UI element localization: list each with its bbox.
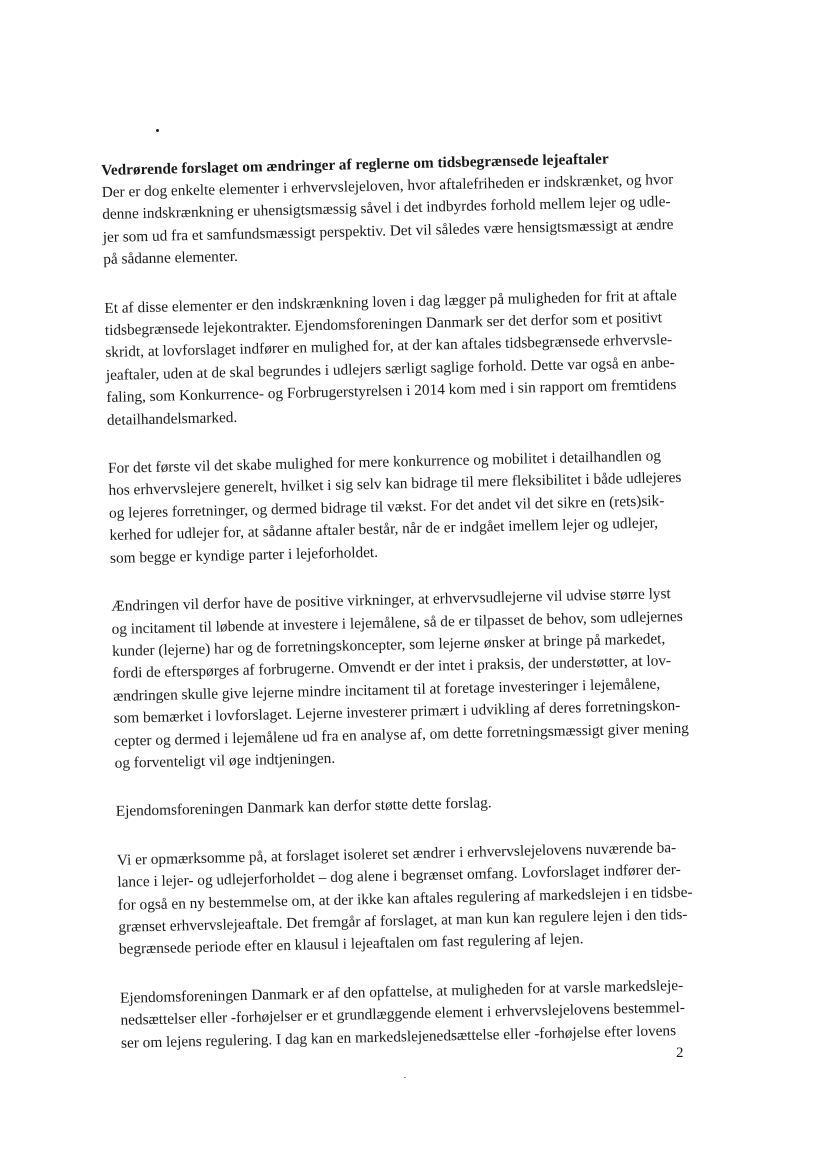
text-line: Ejendomsforeningen Danmark kan derfor støtte dette forslag.	[115, 794, 492, 821]
text-line: kerhed for udlejer for, at sådanne aftaler består, når de er indgået imellem lejer og udlejer,	[109, 514, 659, 545]
document-body	[101, 146, 742, 1081]
text-line: denne indskrænkning er uhensigtsmæssig såvel i det indbyrdes forhold mellem lejer og udle-	[102, 193, 671, 224]
text-line: ændringen skulle give lejerne mindre incitament til at foretage investeringer i lejemålene,	[112, 675, 661, 705]
text-line: skridt, at lovforslaget indfører en mulighed for, at der kan aftales tidsbegrænsede erhvervsle-	[105, 331, 673, 362]
text-line: lance i lejer- og udlejerforholdet – dog alene i begrænset omfang. Lovforslaget indfører der-	[117, 861, 681, 891]
section-heading: Vedrørende forslaget om ændringer af reglerne om tidsbegrænsede lejeaftaler	[101, 150, 609, 179]
text-line: som begge er kyndige parter i lejeforholdet.	[109, 543, 379, 567]
text-line: detailhandelsmarked.	[106, 408, 238, 429]
text-line: tidsbegrænsede lejekontrakter. Ejendomsforeningen Danmark ser det derfor som et positivt	[104, 309, 663, 339]
text-line: Ejendomsforeningen Danmark er af den opfattelse, at muligheden for at varsle markedsleje-	[119, 976, 684, 1007]
scan-speck	[156, 129, 159, 132]
text-line: og forventeligt vil øge indtjeningen.	[114, 749, 336, 772]
text-line: ser om lejens regulering. I dag kan en markedslejenedsættelse eller -forhøjelse efter lovens	[120, 1021, 677, 1052]
text-line: og incitament til løbende at investere i lejemålene, så de er tilpasset de behov, som udlejernes	[111, 607, 683, 638]
text-line: faling, som Konkurrence- og Forbrugerstyrelsen i 2014 kom med i sin rapport om fremtidens	[106, 376, 677, 407]
paragraph	[111, 582, 735, 775]
paragraph-list	[101, 168, 741, 1055]
paragraph	[117, 836, 739, 962]
text-line: grænset erhvervslejeaftale. Det fremgår af forslaget, at man kun kan regulere lejen i den tids-	[118, 905, 688, 936]
text-line: på sådanne elementer.	[103, 248, 239, 269]
text-line: Ændringen vil derfor have de positive virkninger, at erhvervsudlejerne vil udvise større lyst	[110, 585, 671, 615]
paragraph	[104, 284, 727, 432]
paragraph	[101, 168, 723, 272]
text-line: og lejeres forretninger, og dermed bidrage til vækst. For det andet vil det sikre en (rets)sik-	[108, 492, 665, 522]
text-line: kunder (lejerne) har og de forretningskoncepter, som lejerne ønsker at bringe på markedet,	[111, 630, 666, 660]
text-line: fordi de efterspørges af forbrugerne. Omvendt er der intet i praksis, der understøtter, at lov-	[112, 652, 672, 683]
text-line: cepter og dermed i lejemålene ud fra en analyse af, om dette forretningsmæssigt giver mening	[113, 719, 689, 750]
paragraph	[120, 974, 741, 1055]
paragraph	[116, 787, 736, 823]
text-line: For det første vil det skabe mulighed for mere konkurrence og mobilitet i detailhandlen og	[107, 447, 662, 477]
text-line: for også en ny bestemmelse om, at der ikke kan aftales regulering af markedslejen i en tidsbe-	[117, 883, 693, 914]
text-line: Vi er opmærksomme på, at forslaget isoleret set ændrer i erhvervslejelovens nuværende ba-	[116, 838, 677, 869]
page-number: 2	[676, 1045, 684, 1061]
text-line: jeaftaler, uden at de skal begrundes i udlejers særligt saglige forhold. Dette var også en anbe-	[105, 353, 675, 384]
paragraph	[108, 444, 730, 570]
text-line: hos erhvervslejere generelt, hvilket i sig selv kan bidrage til mere fleksibilitet i både udlejeres	[108, 469, 682, 500]
text-line: begrænsede periode efter en klausul i lejeaftalen om fast regulering af lejen.	[118, 930, 584, 959]
scan-speck	[404, 1077, 406, 1078]
text-line: nedsættelser eller -forhøjelser er et grundlæggende element i erhvervslejelovens bestemmel-	[120, 999, 686, 1029]
text-line: som bemærket i lovforslaget. Lejerne investerer primært i udvikling af deres forretningskon-	[113, 697, 681, 727]
text-line: jer som ud fra et samfundsmæssigt perspektiv. Det vil således være hensigtsmæssigt at ændre	[102, 215, 674, 246]
text-line: Der er dog enkelte elementer i erhvervslejeloven, hvor aftalefriheden er indskrænket, og hvor	[101, 171, 674, 201]
text-line: Et af disse elementer er den indskrænkning loven i dag lægger på muligheden for frit at aftale	[104, 286, 678, 317]
